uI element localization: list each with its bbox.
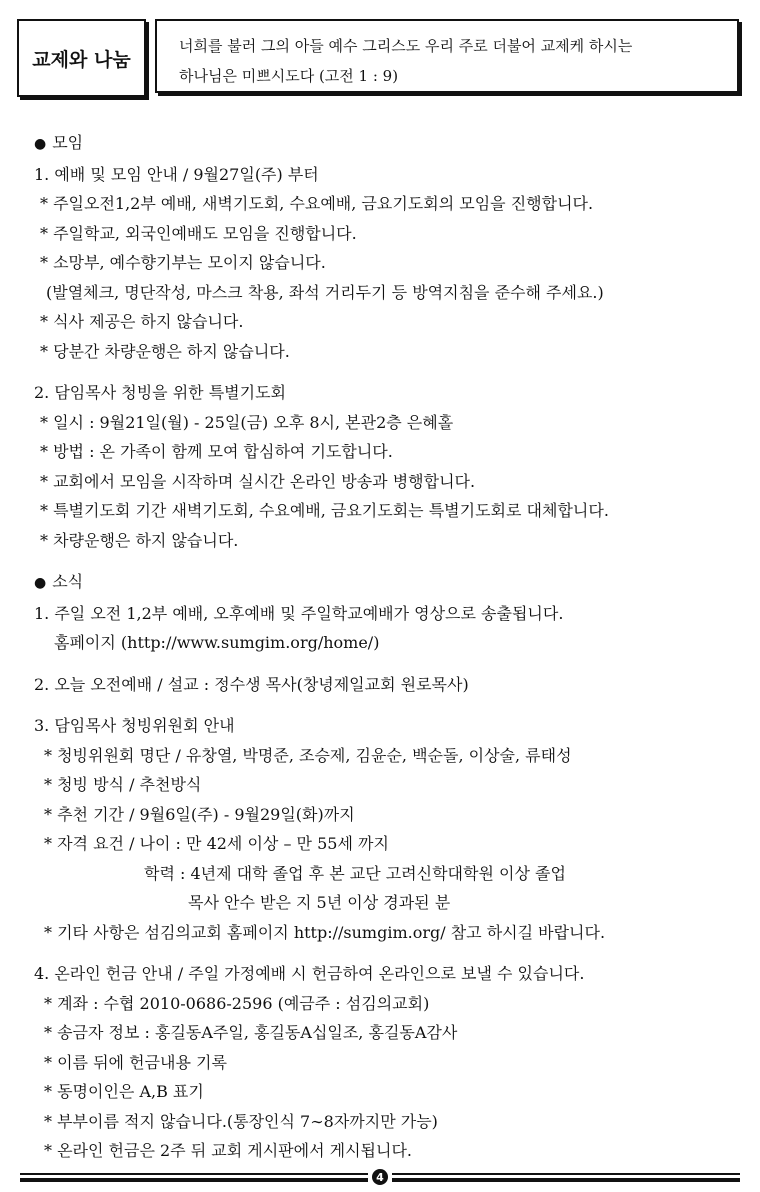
- verse-line: 하나님은 미쁘시도다 (고전 1 : 9): [179, 67, 399, 85]
- item-line: * 당분간 차량운행은 하지 않습니다.: [40, 341, 290, 361]
- education-line: 학력 : 4년제 대학 졸업 후 본 교단 고려신학대학원 이상 졸업: [144, 863, 566, 883]
- section-heading: ● 모임: [34, 133, 84, 152]
- section-title: 교제와 나눔: [32, 48, 131, 71]
- ordination-line: 목사 안수 받은 지 5년 이상 경과된 분: [188, 893, 451, 912]
- footer-rule-right: [392, 1173, 740, 1175]
- item-line: * 동명이인은 A,B 표기: [44, 1082, 204, 1101]
- bullet-icon: ●: [34, 575, 47, 591]
- item-line: * 이름 뒤에 헌금내용 기록: [44, 1052, 227, 1072]
- item-line: * 기타 사항은 섬김의교회 홈페이지 http://sumgim.org/ 참고 하시길 바랍니다.: [44, 922, 606, 942]
- item-line: * 추천 기간 / 9월6일(주) - 9월29일(화)까지: [44, 804, 355, 824]
- item-line: * 식사 제공은 하지 않습니다.: [40, 312, 244, 331]
- item-title: 1. 주일 오전 1,2부 예배, 오후예배 및 주일학교예배가 영상으로 송출됩니다.: [34, 603, 564, 623]
- item-title: 2. 담임목사 청빙을 위한 특별기도회: [34, 383, 286, 402]
- item-line: * 청빙위원회 명단 / 유창열, 박명준, 조승제, 김윤순, 백순돌, 이상술, 류태성: [44, 745, 572, 765]
- item-line: * 송금자 정보 : 홍길동A주일, 홍길동A십일조, 홍길동A감사: [44, 1023, 458, 1042]
- item-line: * 계좌 : 수협 2010-0686-2596 (예금주 : 섬김의교회): [44, 993, 430, 1013]
- footer-rule-left: [20, 1173, 368, 1175]
- verse-line: 너희를 불러 그의 아들 예수 그리스도 우리 주로 더불어 교제케 하시는: [179, 37, 633, 55]
- item-line: * 일시 : 9월21일(월) - 25일(금) 오후 8시, 본관2층 은혜홀: [40, 412, 454, 432]
- homepage-line: 홈페이지 (http://www.sumgim.org/home/): [54, 633, 380, 652]
- item-line: * 온라인 헌금은 2주 뒤 교회 게시판에서 게시됩니다.: [44, 1141, 412, 1160]
- item-title: 2. 오늘 오전예배 / 설교 : 정수생 목사(창녕제일교회 원로목사): [34, 674, 469, 694]
- item-line: (발열체크, 명단작성, 마스크 착용, 좌석 거리두기 등 방역지침을 준수해 주세요.): [46, 282, 604, 302]
- item-title: 3. 담임목사 청빙위원회 안내: [34, 716, 235, 735]
- item-title: 4. 온라인 헌금 안내 / 주일 가정예배 시 헌금하여 온라인으로 보낼 수 있습니다.: [34, 964, 585, 983]
- item-line: * 특별기도회 기간 새벽기도회, 수요예배, 금요기도회는 특별기도회로 대체합니다.: [40, 501, 609, 520]
- item-line: * 부부이름 적지 않습니다.(통장인식 7∼8자까지만 가능): [44, 1111, 438, 1131]
- item-line: * 방법 : 온 가족이 함께 모여 합심하여 기도합니다.: [40, 442, 393, 461]
- section-heading: ● 소식: [34, 572, 84, 591]
- item-line: * 차량운행은 하지 않습니다.: [40, 530, 239, 550]
- announcements: [34, 128, 750, 1166]
- page-footer: [20, 1170, 740, 1184]
- section-title-box: [17, 19, 146, 97]
- item-line: * 주일학교, 외국인예배도 모임을 진행합니다.: [40, 223, 357, 243]
- footer-rule-left: [20, 1178, 368, 1182]
- bullet-icon: ●: [34, 136, 47, 152]
- item-line: * 청빙 방식 / 추천방식: [44, 775, 202, 794]
- page-number: 4: [372, 1169, 388, 1185]
- item-line: * 교회에서 모임을 시작하며 실시간 온라인 방송과 병행합니다.: [40, 471, 476, 491]
- verse-box: [155, 19, 739, 93]
- item-line: * 주일오전1,2부 예배, 새벽기도회, 수요예배, 금요기도회의 모임을 진행합니다.: [40, 194, 594, 213]
- item-title: 1. 예배 및 모임 안내 / 9월27일(주) 부터: [34, 164, 319, 184]
- item-line: * 소망부, 예수향기부는 모이지 않습니다.: [40, 253, 326, 272]
- item-line: * 자격 요건 / 나이 : 만 42세 이상 – 만 55세 까지: [44, 834, 389, 853]
- footer-rule-right: [392, 1178, 740, 1182]
